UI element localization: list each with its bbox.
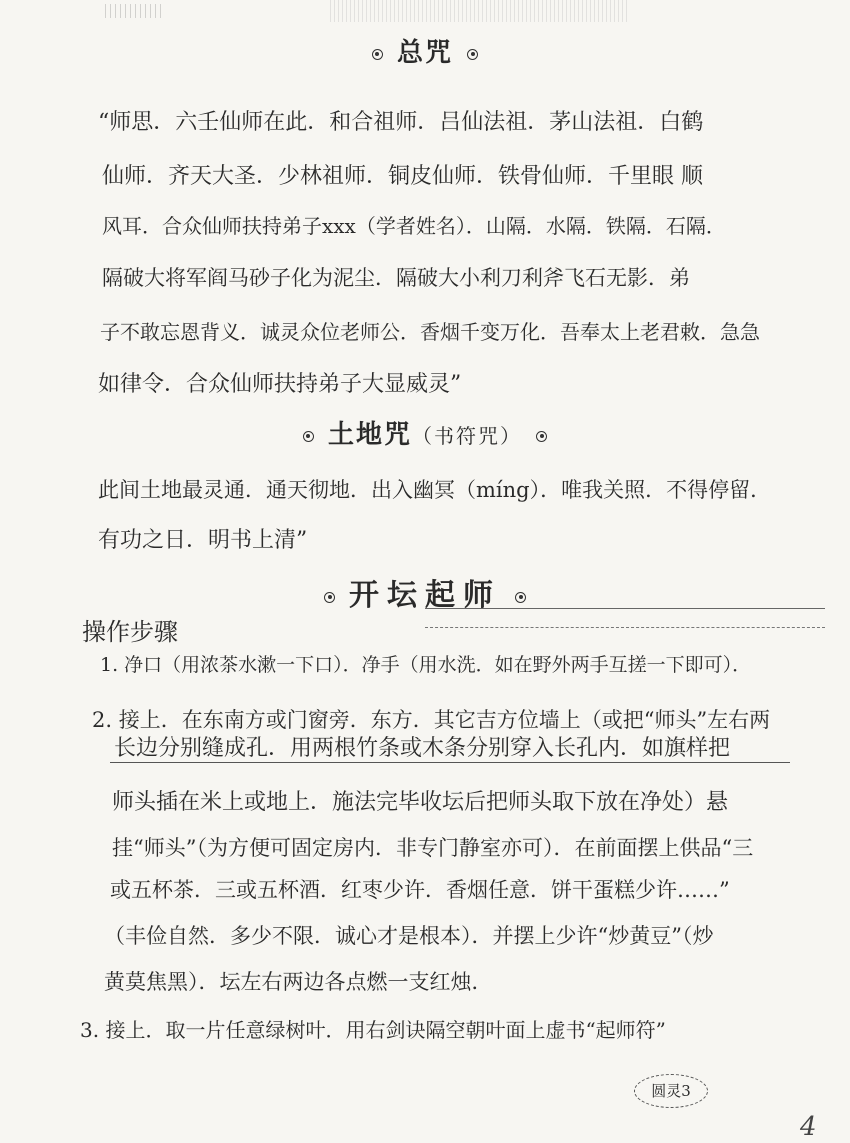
step-line: 1. 净口（用浓茶水漱一下口）．净手（用水洗．如在野外两手互搓一下即可）． (100, 654, 752, 676)
text-line: 子不敢忘恩背义．诚灵众位老师公．香烟千变万化．吾奉太上老君敕．急急 (100, 320, 760, 344)
step-line: 黄莫焦黑）．坛左右两边各点燃一支红烛． (104, 970, 493, 994)
text-line: 仙师．齐天大圣．少林祖师．铜皮仙师．铁骨仙师．千里眼 顺 (102, 164, 703, 189)
scan-noise (105, 4, 165, 18)
step-line: 长边分别缝成孔．用两根竹条或木条分别穿入长孔内．如旗样把 (114, 736, 731, 761)
bullet-circle-icon (515, 592, 526, 603)
text-line: 如律令．合众仙师扶持弟子大显威灵” (98, 372, 462, 397)
text-line: 隔破大将军阎马砂子化为泥尘．隔破大小利刀利斧飞石无影．弟 (102, 266, 690, 290)
section-title-kaitan: 开坛起师 (0, 570, 850, 614)
stamp-mark: 圆灵3 (634, 1074, 708, 1108)
page-number: 4 (800, 1112, 817, 1142)
steps-heading: 操作步骤 (82, 618, 178, 646)
bullet-circle-icon (324, 592, 335, 603)
step-line: 3. 接上．取一片任意绿树叶．用右剑诀隔空朝叶面上虚书“起师符” (80, 1018, 666, 1042)
step-line: 或五杯茶．三或五杯酒．红枣少许．香烟任意．饼干蛋糕少许……” (110, 878, 730, 902)
step-line: 师头插在米上或地上．施法完毕收坛后把师头取下放在净处）悬 (112, 790, 729, 815)
section-title-zongzhou: 总咒 (0, 32, 850, 69)
text-line: 风耳．合众仙师扶持弟子xxx（学者姓名）．山隔．水隔．铁隔．石隔． (102, 214, 726, 238)
underline (110, 762, 790, 763)
bullet-circle-icon (536, 431, 547, 442)
bullet-circle-icon (467, 49, 478, 60)
step-line: 2. 接上．在东南方或门窗旁．东方．其它吉方位墙上（或把“师头”左右两 (92, 708, 771, 732)
text-line: 有功之日．明书上清” (98, 528, 308, 553)
text-line: “师思．六壬仙师在此．和合祖师．吕仙法祖．茅山法祖．白鹤 (98, 110, 704, 135)
bullet-circle-icon (303, 431, 314, 442)
step-line: 挂“师头”（为方便可固定房内．非专门静室亦可）．在前面摆上供品“三 (112, 836, 754, 860)
bullet-circle-icon (372, 49, 383, 60)
scan-noise (330, 0, 630, 22)
section-title-tudizhou: 土地咒（书符咒） (0, 414, 850, 451)
decorative-rule (425, 608, 825, 628)
text-line: 此间土地最灵通．通天彻地．出入幽冥（míng）．唯我关照．不得停留． (98, 478, 772, 502)
step-line: （丰俭自然．多少不限．诚心才是根本）．并摆上少许“炒黄豆”（炒 (104, 924, 714, 948)
